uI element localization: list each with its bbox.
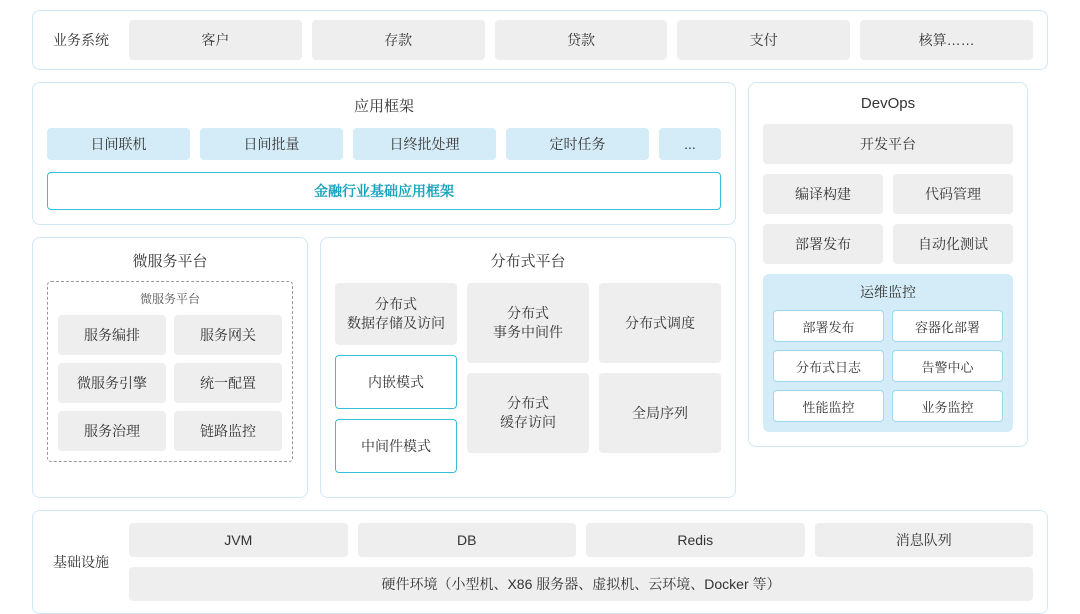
distributed-transaction-line1: 分布式	[507, 305, 549, 322]
distributed-grid	[335, 283, 721, 483]
business-system-item[interactable]: 核算……	[860, 20, 1033, 60]
hardware-environment-box[interactable]: 硬件环境（小型机、X86 服务器、虚拟机、云环境、Docker 等）	[129, 567, 1033, 601]
microservice-items	[58, 315, 282, 451]
ops-monitoring-panel	[763, 274, 1013, 432]
middle-section	[32, 82, 1048, 498]
devops-title: DevOps	[860, 95, 916, 112]
embedded-mode-box[interactable]: 内嵌模式	[335, 355, 457, 409]
ops-item[interactable]: 告警中心	[892, 350, 1003, 382]
business-system-item[interactable]: 贷款	[495, 20, 668, 60]
distributed-platform-title: 分布式平台	[490, 253, 566, 270]
microservice-item[interactable]: 服务网关	[174, 315, 282, 355]
app-framework-module-more[interactable]: ...	[659, 128, 721, 160]
ops-item[interactable]: 分布式日志	[773, 350, 884, 382]
infrastructure-item[interactable]: DB	[358, 523, 577, 557]
devops-panel	[748, 82, 1028, 447]
devops-item[interactable]: 自动化测试	[893, 224, 1013, 264]
microservice-inner-title: 微服务平台	[139, 292, 200, 306]
microservice-item[interactable]: 统一配置	[174, 363, 282, 403]
infrastructure-label: 基础设施	[53, 554, 109, 570]
ops-monitoring-items	[773, 310, 1003, 422]
business-systems-items	[129, 20, 1033, 60]
business-systems-label: 业务系统	[53, 32, 109, 48]
microservice-item[interactable]: 服务治理	[58, 411, 166, 451]
ops-item[interactable]: 容器化部署	[892, 310, 1003, 342]
business-system-item[interactable]: 存款	[312, 20, 485, 60]
devops-item[interactable]: 编译构建	[763, 174, 883, 214]
platform-row	[32, 237, 736, 498]
microservice-item[interactable]: 链路监控	[174, 411, 282, 451]
distributed-transaction-box[interactable]	[467, 283, 589, 363]
app-framework-module[interactable]: 日间联机	[47, 128, 190, 160]
ops-item[interactable]: 业务监控	[892, 390, 1003, 422]
app-framework-module[interactable]: 日间批量	[200, 128, 343, 160]
microservice-platform-title: 微服务平台	[132, 253, 208, 270]
infrastructure-panel	[32, 510, 1048, 614]
application-framework-title: 应用框架	[353, 98, 414, 115]
distributed-storage-line2: 数据存储及访问	[347, 315, 445, 331]
distributed-cache-line1: 分布式	[507, 395, 549, 412]
distributed-cache-box[interactable]	[467, 373, 589, 453]
microservice-item[interactable]: 微服务引擎	[58, 363, 166, 403]
business-system-item[interactable]: 支付	[677, 20, 850, 60]
infrastructure-item[interactable]: 消息队列	[815, 523, 1034, 557]
microservice-item[interactable]: 服务编排	[58, 315, 166, 355]
application-framework-panel	[32, 82, 736, 225]
distributed-scheduling-box[interactable]: 分布式调度	[599, 283, 721, 363]
middleware-mode-box[interactable]: 中间件模式	[335, 419, 457, 473]
distributed-storage-group	[335, 283, 457, 473]
application-framework-modules	[47, 128, 721, 160]
devops-item[interactable]: 代码管理	[893, 174, 1013, 214]
distributed-transaction-line2: 事务中间件	[493, 324, 563, 340]
ops-item[interactable]: 部署发布	[773, 310, 884, 342]
business-system-item[interactable]: 客户	[129, 20, 302, 60]
microservice-inner-box	[47, 281, 293, 462]
dev-platform-box[interactable]: 开发平台	[763, 124, 1013, 164]
devops-items	[763, 174, 1013, 264]
infrastructure-body	[129, 523, 1033, 601]
infrastructure-item[interactable]: Redis	[586, 523, 805, 557]
infrastructure-item[interactable]: JVM	[129, 523, 348, 557]
distributed-storage-line1: 分布式	[375, 296, 417, 313]
distributed-cache-line2: 缓存访问	[500, 414, 556, 430]
infrastructure-items	[129, 523, 1033, 557]
distributed-platform-panel	[320, 237, 736, 498]
distributed-middleware-group	[467, 283, 589, 473]
devops-item[interactable]: 部署发布	[763, 224, 883, 264]
base-framework-bar[interactable]: 金融行业基础应用框架	[47, 172, 721, 210]
distributed-storage-box[interactable]	[335, 283, 457, 345]
middle-right-column	[748, 82, 1028, 447]
distributed-schedule-group	[599, 283, 721, 473]
microservice-platform-panel	[32, 237, 308, 498]
business-systems-panel	[32, 10, 1048, 70]
global-sequence-box[interactable]: 全局序列	[599, 373, 721, 453]
ops-monitoring-title: 运维监控	[860, 284, 916, 300]
ops-item[interactable]: 性能监控	[773, 390, 884, 422]
middle-left-column	[32, 82, 736, 498]
app-framework-module[interactable]: 日终批处理	[353, 128, 496, 160]
app-framework-module[interactable]: 定时任务	[506, 128, 649, 160]
